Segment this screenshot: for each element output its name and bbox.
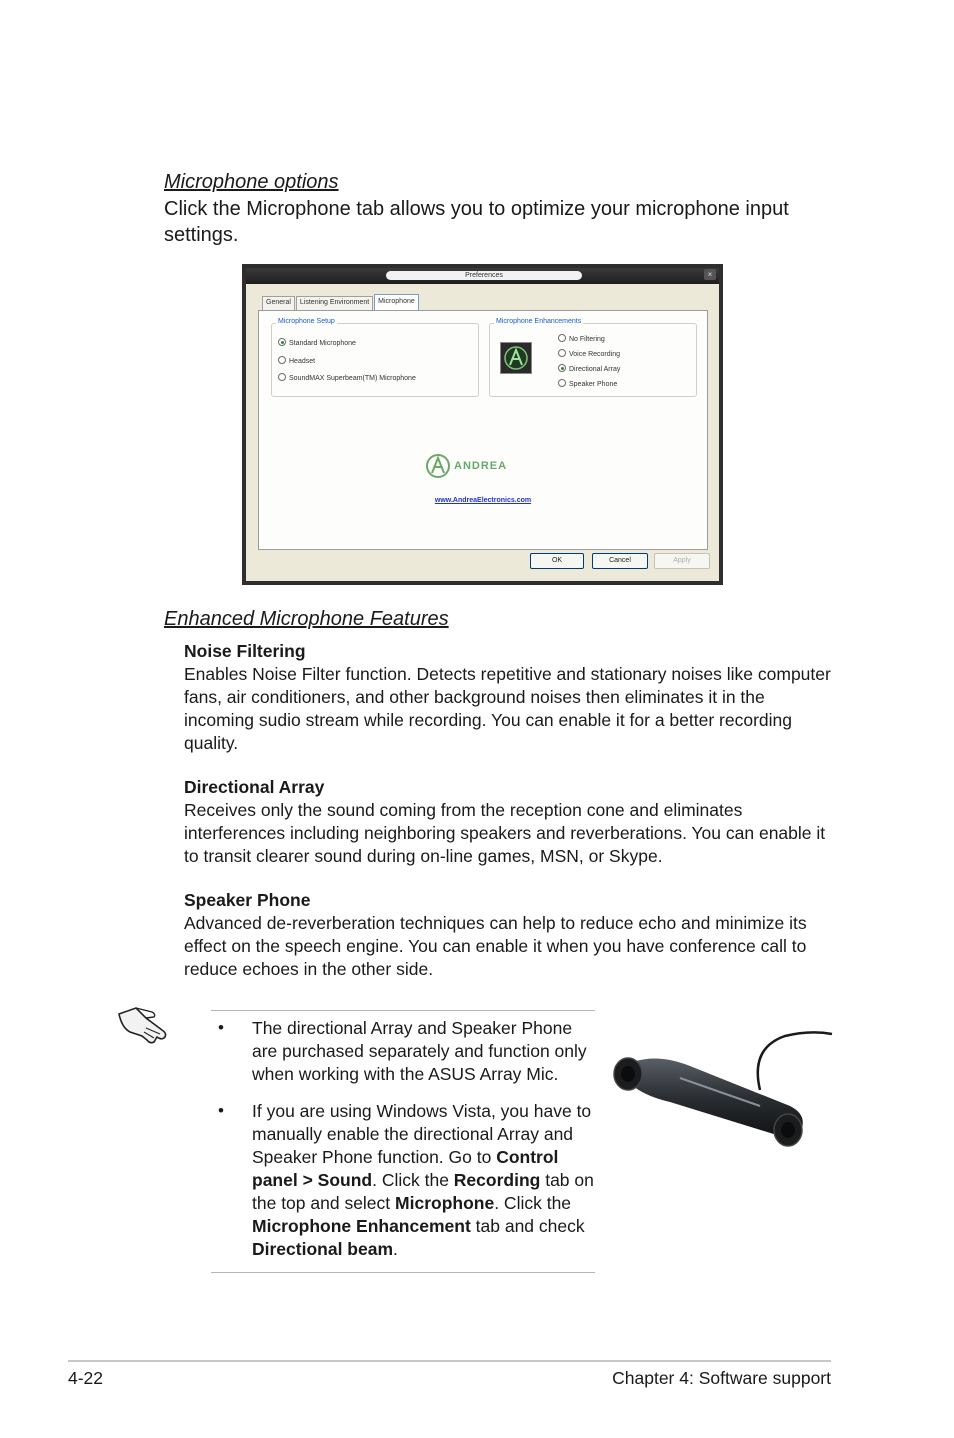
note-line: are purchased separately and function only [252,1041,587,1061]
tab-general[interactable]: General [262,296,295,310]
microphone-setup-title: Microphone Setup [278,318,335,325]
andrea-logo-icon [500,342,532,374]
preferences-window-screenshot [242,264,723,585]
microphone-enhancements-title: Microphone Enhancements [496,318,582,325]
feature-line: Receives only the sound coming from the reception cone and eliminates [184,800,743,820]
radio-label: Standard Microphone [289,340,356,347]
radio-soundmax-superbeam[interactable] [278,373,416,383]
radio-icon [278,356,286,364]
radio-selected-icon [558,364,566,372]
note-line [252,1192,594,1215]
note-line [252,1169,594,1192]
bullet-icon: • [218,1018,224,1037]
andrea-emblem-icon [425,453,451,479]
microphone-tab-panel [258,310,708,550]
note-text: the top and select [252,1193,396,1213]
note-text: . Click the [494,1193,572,1213]
feature-line: to transit clearer sound during on-line games, MSN, or Skype. [184,846,663,866]
window-titlebar [246,268,719,284]
bullet-icon: • [218,1101,224,1120]
note-text: Speaker Phone function. Go to [252,1147,497,1167]
feature-line: fans, air conditioners, and other background noises then eliminates it in the [184,687,765,707]
note-bold-text: Directional beam [252,1239,394,1259]
note-text: tab on [540,1170,594,1190]
radio-icon [558,379,566,387]
note-windows-vista [252,1100,594,1261]
note-line: manually enable the directional Array and [252,1124,574,1144]
microphone-enhancements-group [489,318,697,397]
radio-headset[interactable] [278,356,315,366]
radio-voice-recording[interactable] [558,349,620,359]
radio-label: Directional Array [569,366,621,373]
feature-title: Noise Filtering [184,641,306,661]
note-bold-text: Microphone Enhancement [252,1216,471,1236]
andrea-logo-text: ANDREA [454,460,508,472]
note-line [252,1146,594,1169]
microphone-setup-group [271,318,479,397]
apply-button[interactable]: Apply [654,553,710,569]
note-line [252,1238,594,1261]
feature-title: Directional Array [184,777,325,797]
radio-icon [558,349,566,357]
radio-label: Headset [289,358,316,365]
feature-line: effect on the speech engine. You can enable it when you have conference call to [184,936,807,956]
cancel-button[interactable]: Cancel [592,553,648,569]
note-text: tab and check [470,1216,585,1236]
window-title: Preferences [386,271,582,280]
radio-label: Speaker Phone [569,381,618,388]
feature-line: Advanced de-reverberation techniques can help to reduce echo and minimize its [184,913,807,933]
note-bold-text: Microphone [395,1193,495,1213]
note-bold-text: Control [496,1147,559,1167]
radio-label: SoundMAX Superbeam(TM) Microphone [289,375,416,382]
radio-icon [558,334,566,342]
note-text: . [393,1239,398,1259]
feature-line: Enables Noise Filter function. Detects repetitive and stationary noises like computer [184,664,831,684]
radio-label: No Filtering [569,336,605,343]
note-bold-text: panel > Sound [252,1170,373,1190]
feature-noise-filtering [184,640,834,755]
page-number: 4-22 [68,1368,104,1388]
feature-speaker-phone [184,889,834,981]
radio-speaker-phone[interactable] [558,379,617,389]
note-line: The directional Array and Speaker Phone [252,1018,573,1038]
feature-line: incoming sudio stream while recording. You can enable it for a better recording [184,710,792,730]
section-heading-enhanced-features: Enhanced Microphone Features [164,608,449,630]
intro-line: settings. [164,224,239,246]
note-box [211,1010,595,1273]
radio-no-filtering[interactable] [558,334,605,344]
note-bold-text: Recording [453,1170,541,1190]
radio-label: Voice Recording [569,351,620,358]
pointing-hand-note-icon [116,1004,172,1046]
intro-paragraph [164,196,804,248]
array-mic-photo [610,1028,834,1158]
note-line: If you are using Windows Vista, you have to [252,1101,592,1121]
andrea-logo [425,453,507,479]
note-line [252,1215,594,1238]
feature-title: Speaker Phone [184,890,311,910]
feature-line: reduce echoes in the other side. [184,959,434,979]
feature-directional-array [184,776,834,868]
note-line: when working with the ASUS Array Mic. [252,1064,559,1084]
feature-line: interferences including neighboring speakers and reverberations. You can enable it [184,823,826,843]
chapter-title: Chapter 4: Software support [612,1368,831,1388]
note-array-mic [252,1017,594,1086]
radio-standard-microphone[interactable] [278,338,356,348]
section-heading-microphone-options: Microphone options [164,171,339,193]
radio-selected-icon [278,338,286,346]
feature-line: quality. [184,733,239,753]
close-icon[interactable]: × [704,269,716,280]
radio-icon [278,373,286,381]
andrea-website-link[interactable]: www.AndreaElectronics.com [434,497,532,504]
tab-microphone[interactable]: Microphone [374,294,419,310]
note-text: . Click the [372,1170,454,1190]
ok-button[interactable]: OK [530,553,584,569]
intro-line: Click the Microphone tab allows you to optimize your microphone input [164,198,789,220]
tab-listening-environment[interactable]: Listening Environment [296,296,373,310]
tab-strip [262,296,420,310]
footer-divider [68,1360,831,1362]
radio-directional-array[interactable] [558,364,620,374]
